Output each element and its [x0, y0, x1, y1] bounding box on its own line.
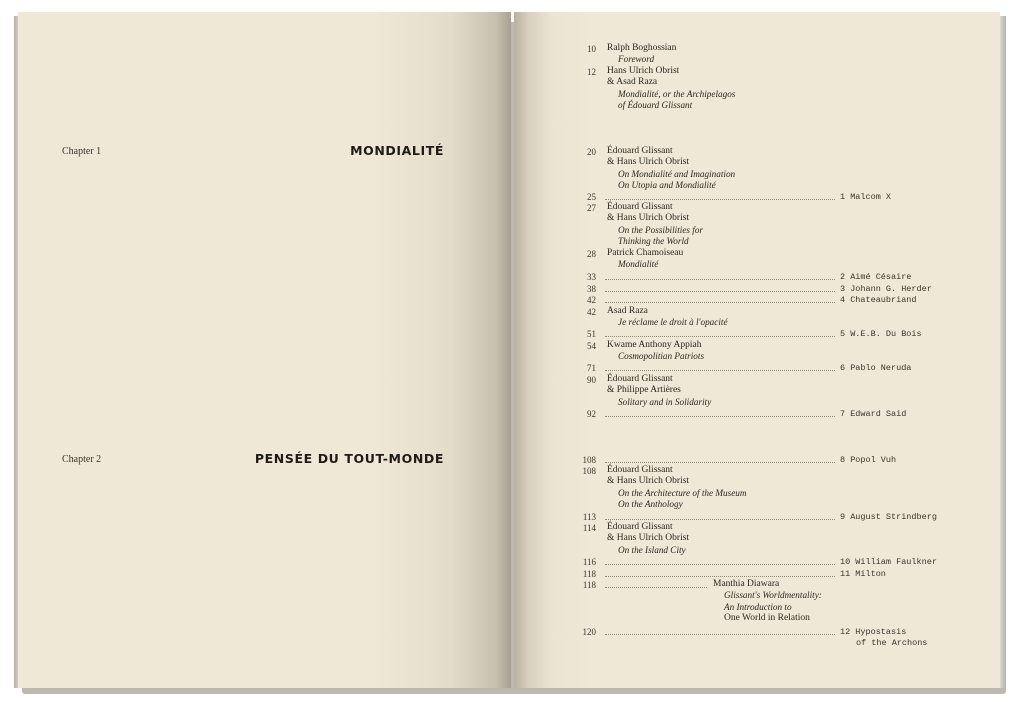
toc-excerpt: 8 Popol Vuh: [840, 455, 897, 465]
toc-page-number: 118: [582, 569, 596, 579]
toc-page-number: 25: [587, 192, 596, 202]
toc-author: Hans Ulrich Obrist: [607, 66, 680, 76]
toc-excerpt: 1 Malcom X: [840, 192, 892, 202]
toc-author: Patrick Chamoiseau: [607, 248, 684, 258]
toc-page-number: 42: [587, 307, 596, 317]
toc-page-number: 42: [587, 295, 596, 305]
toc-excerpt: 12 Hypostasis: [840, 627, 907, 637]
toc-excerpt-continued: of the Archons: [856, 638, 928, 649]
toc-leader-dots: [605, 587, 707, 588]
toc-author: Ralph Boghossian: [607, 43, 677, 53]
toc-page-number: 27: [587, 203, 596, 213]
toc-page-number: 10: [587, 44, 596, 54]
toc-author: Édouard Glissant: [607, 202, 673, 212]
chapter-1-label: Chapter 1: [62, 146, 102, 157]
toc-page-number: 12: [587, 67, 596, 77]
chapter-1-title: MONDIALITÉ: [350, 143, 444, 158]
toc-page-number: 92: [587, 409, 596, 419]
toc-author: & Asad Raza: [607, 77, 658, 88]
toc-leader-dots: [605, 634, 835, 635]
toc-leader-dots: [605, 416, 835, 417]
toc-leader-dots: [605, 279, 835, 280]
toc-leader-dots: [605, 199, 835, 200]
toc-author: Édouard Glissant: [607, 465, 673, 475]
toc-author: Édouard Glissant: [607, 374, 673, 384]
toc-page-number: 108: [582, 455, 596, 465]
toc-excerpt: 10 William Faulkner: [840, 557, 937, 567]
toc-page-number: 108: [582, 466, 596, 476]
toc-author: & Hans Ulrich Obrist: [607, 476, 690, 487]
toc-page-number: 114: [582, 523, 596, 533]
toc-author: & Philippe Artières: [607, 385, 681, 396]
toc-work-title: On the Architecture of the Museum: [618, 487, 747, 498]
toc-excerpt: 9 August Strindberg: [840, 512, 937, 522]
toc-page-number: 28: [587, 249, 596, 259]
toc-work-title: An Introduction to: [724, 601, 792, 612]
toc-author: Édouard Glissant: [607, 522, 673, 532]
toc-work-title: On Mondialité and Imagination: [618, 168, 736, 179]
toc-work-title: Mondialité: [618, 259, 659, 270]
toc-page-number: 90: [587, 375, 596, 385]
toc-leader-dots: [605, 576, 835, 577]
toc-page-number: 118: [582, 580, 596, 590]
toc-excerpt: 2 Aimé Césaire: [840, 272, 912, 282]
toc-work-title: On the Island City: [618, 544, 686, 555]
toc-excerpt: 11 Milton: [840, 569, 886, 579]
toc-page-number: 116: [582, 557, 596, 567]
toc-work-title: On Utopia and Mondialité: [618, 180, 716, 191]
toc-work-title: Solitary and in Solidarity: [618, 396, 712, 407]
toc-excerpt: 6 Pablo Neruda: [840, 363, 912, 373]
toc-work-title: Thinking the World: [618, 236, 689, 247]
toc-excerpt: 5 W.E.B. Du Bois: [840, 329, 922, 339]
toc-leader-dots: [605, 370, 835, 371]
toc-work-title: On the Possibilities for: [618, 224, 703, 235]
toc-work-title: Glissant's Worldmentality:: [724, 590, 822, 601]
toc-page-number: 51: [587, 329, 596, 339]
toc-leader-dots: [605, 291, 835, 292]
toc-leader-dots: [605, 336, 835, 337]
toc-page-number: 20: [587, 147, 596, 157]
toc-page-number: 120: [582, 627, 596, 637]
toc-page-number: 71: [587, 363, 596, 373]
toc-leader-dots: [605, 302, 835, 303]
chapter-2-label: Chapter 2: [62, 454, 102, 465]
toc-author: & Hans Ulrich Obrist: [607, 213, 690, 224]
toc-author: & Hans Ulrich Obrist: [607, 533, 690, 544]
toc-work-title: Je réclame le droit à l'opacité: [618, 317, 728, 328]
toc-work-title: of Édouard Glissant: [618, 100, 693, 111]
toc-leader-dots: [605, 519, 835, 520]
toc-excerpt: 4 Chateaubriand: [840, 295, 917, 305]
toc-leader-dots: [605, 462, 835, 463]
toc-page-number: 113: [582, 512, 596, 522]
toc-work-title: Mondialité, or the Archipelagos: [618, 88, 736, 99]
toc-leader-dots: [605, 564, 835, 565]
toc-author: Manthia Diawara: [713, 579, 780, 589]
toc-author: Kwame Anthony Appiah: [607, 340, 702, 350]
toc-page-number: 38: [587, 284, 596, 294]
toc-author: & Hans Ulrich Obrist: [607, 157, 690, 168]
toc-author: Édouard Glissant: [607, 146, 673, 156]
toc-author: One World in Relation: [724, 613, 810, 624]
toc-work-title: Cosmopolitian Patriots: [618, 351, 705, 362]
toc-work-title: On the Anthology: [618, 499, 683, 510]
toc-page-number: 54: [587, 341, 596, 351]
toc-excerpt: 7 Edward Said: [840, 409, 907, 419]
chapter-2-title: PENSÉE DU TOUT-MONDE: [254, 451, 444, 466]
toc-excerpt: 3 Johann G. Herder: [840, 284, 932, 294]
toc-page-number: 33: [587, 272, 596, 282]
toc-author: Asad Raza: [607, 306, 648, 316]
toc-work-title: Foreword: [618, 54, 655, 65]
